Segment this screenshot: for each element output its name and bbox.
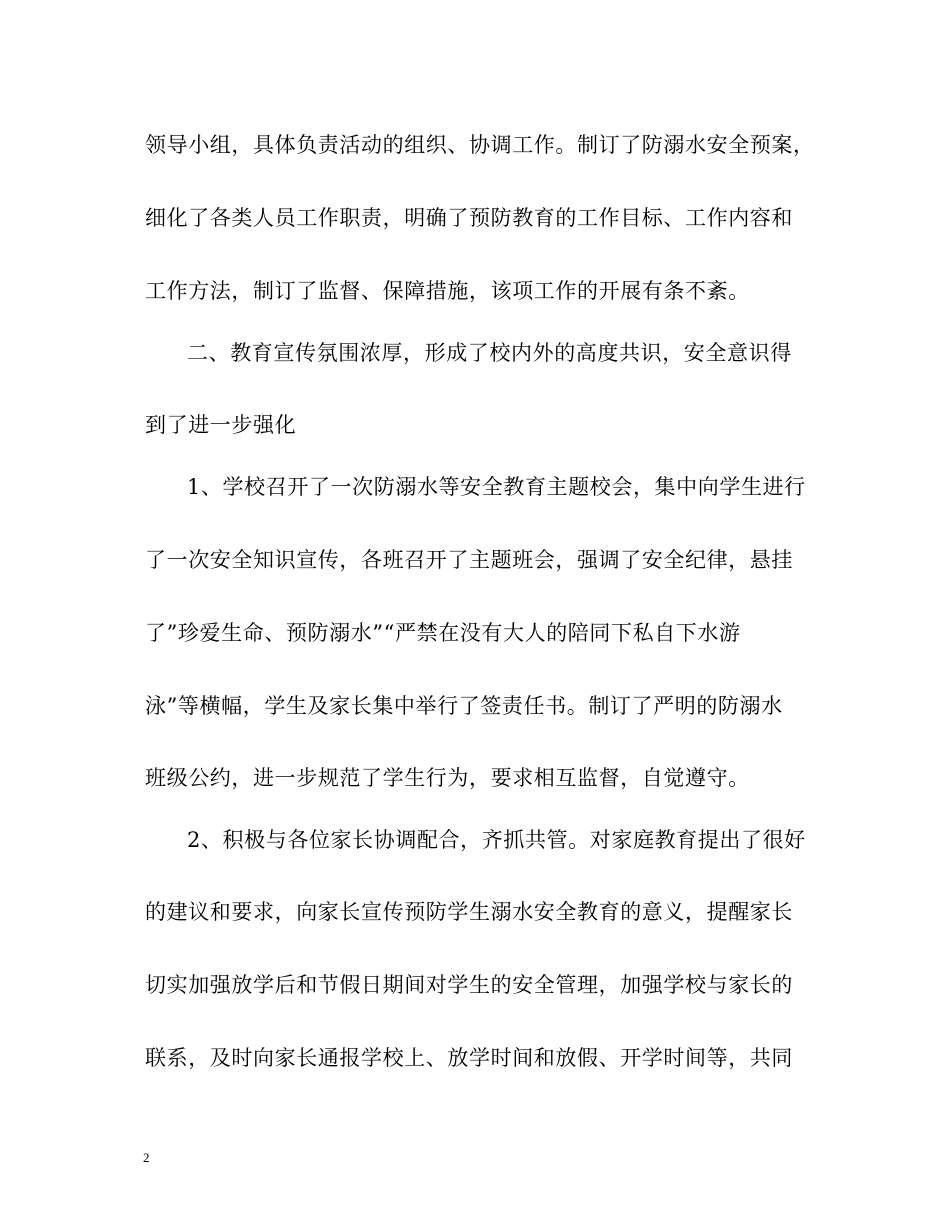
heading-section-2: 二、教育宣传氛围浓厚，形成了校内外的高度共识，安全意识得: [187, 341, 792, 365]
text-line-12: 的建议和要求，向家长宣传预防学生溺水安全教育的意义，提醒家长: [145, 900, 793, 924]
paragraph-2-start: 2、积极与各位家长协调配合，齐抓共管。对家庭教育提出了很好: [187, 828, 806, 852]
text-line-1: 领导小组，具体负责活动的组织、协调工作。制订了防溺水安全预案，: [145, 133, 815, 157]
text-line-13: 切实加强放学后和节假日期间对学生的安全管理，加强学校与家长的: [145, 973, 793, 997]
page-number: 2: [143, 1150, 150, 1165]
text-line-8: 了”珍爱生命、预防溺水”“严禁在没有大人的陪同下私自下水游: [145, 621, 741, 645]
text-line-7: 了一次安全知识宣传，各班召开了主题班会，强调了安全纪律，悬挂: [145, 548, 793, 572]
text-line-9: 泳”等横幅，学生及家长集中举行了签责任书。制订了严明的防溺水: [145, 694, 783, 718]
text-line-14: 联系，及时向家长通报学校上、放学时间和放假、开学时间等，共同: [145, 1046, 793, 1070]
text-line-2: 细化了各类人员工作职责，明确了预防教育的工作目标、工作内容和: [145, 206, 793, 230]
text-line-5: 到了进一步强化: [145, 413, 297, 437]
text-line-10: 班级公约，进一步规范了学生行为，要求相互监督，自觉遵守。: [145, 766, 750, 790]
text-line-3: 工作方法，制订了监督、保障措施，该项工作的开展有条不紊。: [145, 279, 750, 303]
paragraph-1-start: 1、学校召开了一次防溺水等安全教育主题校会，集中向学生进行: [187, 475, 806, 499]
